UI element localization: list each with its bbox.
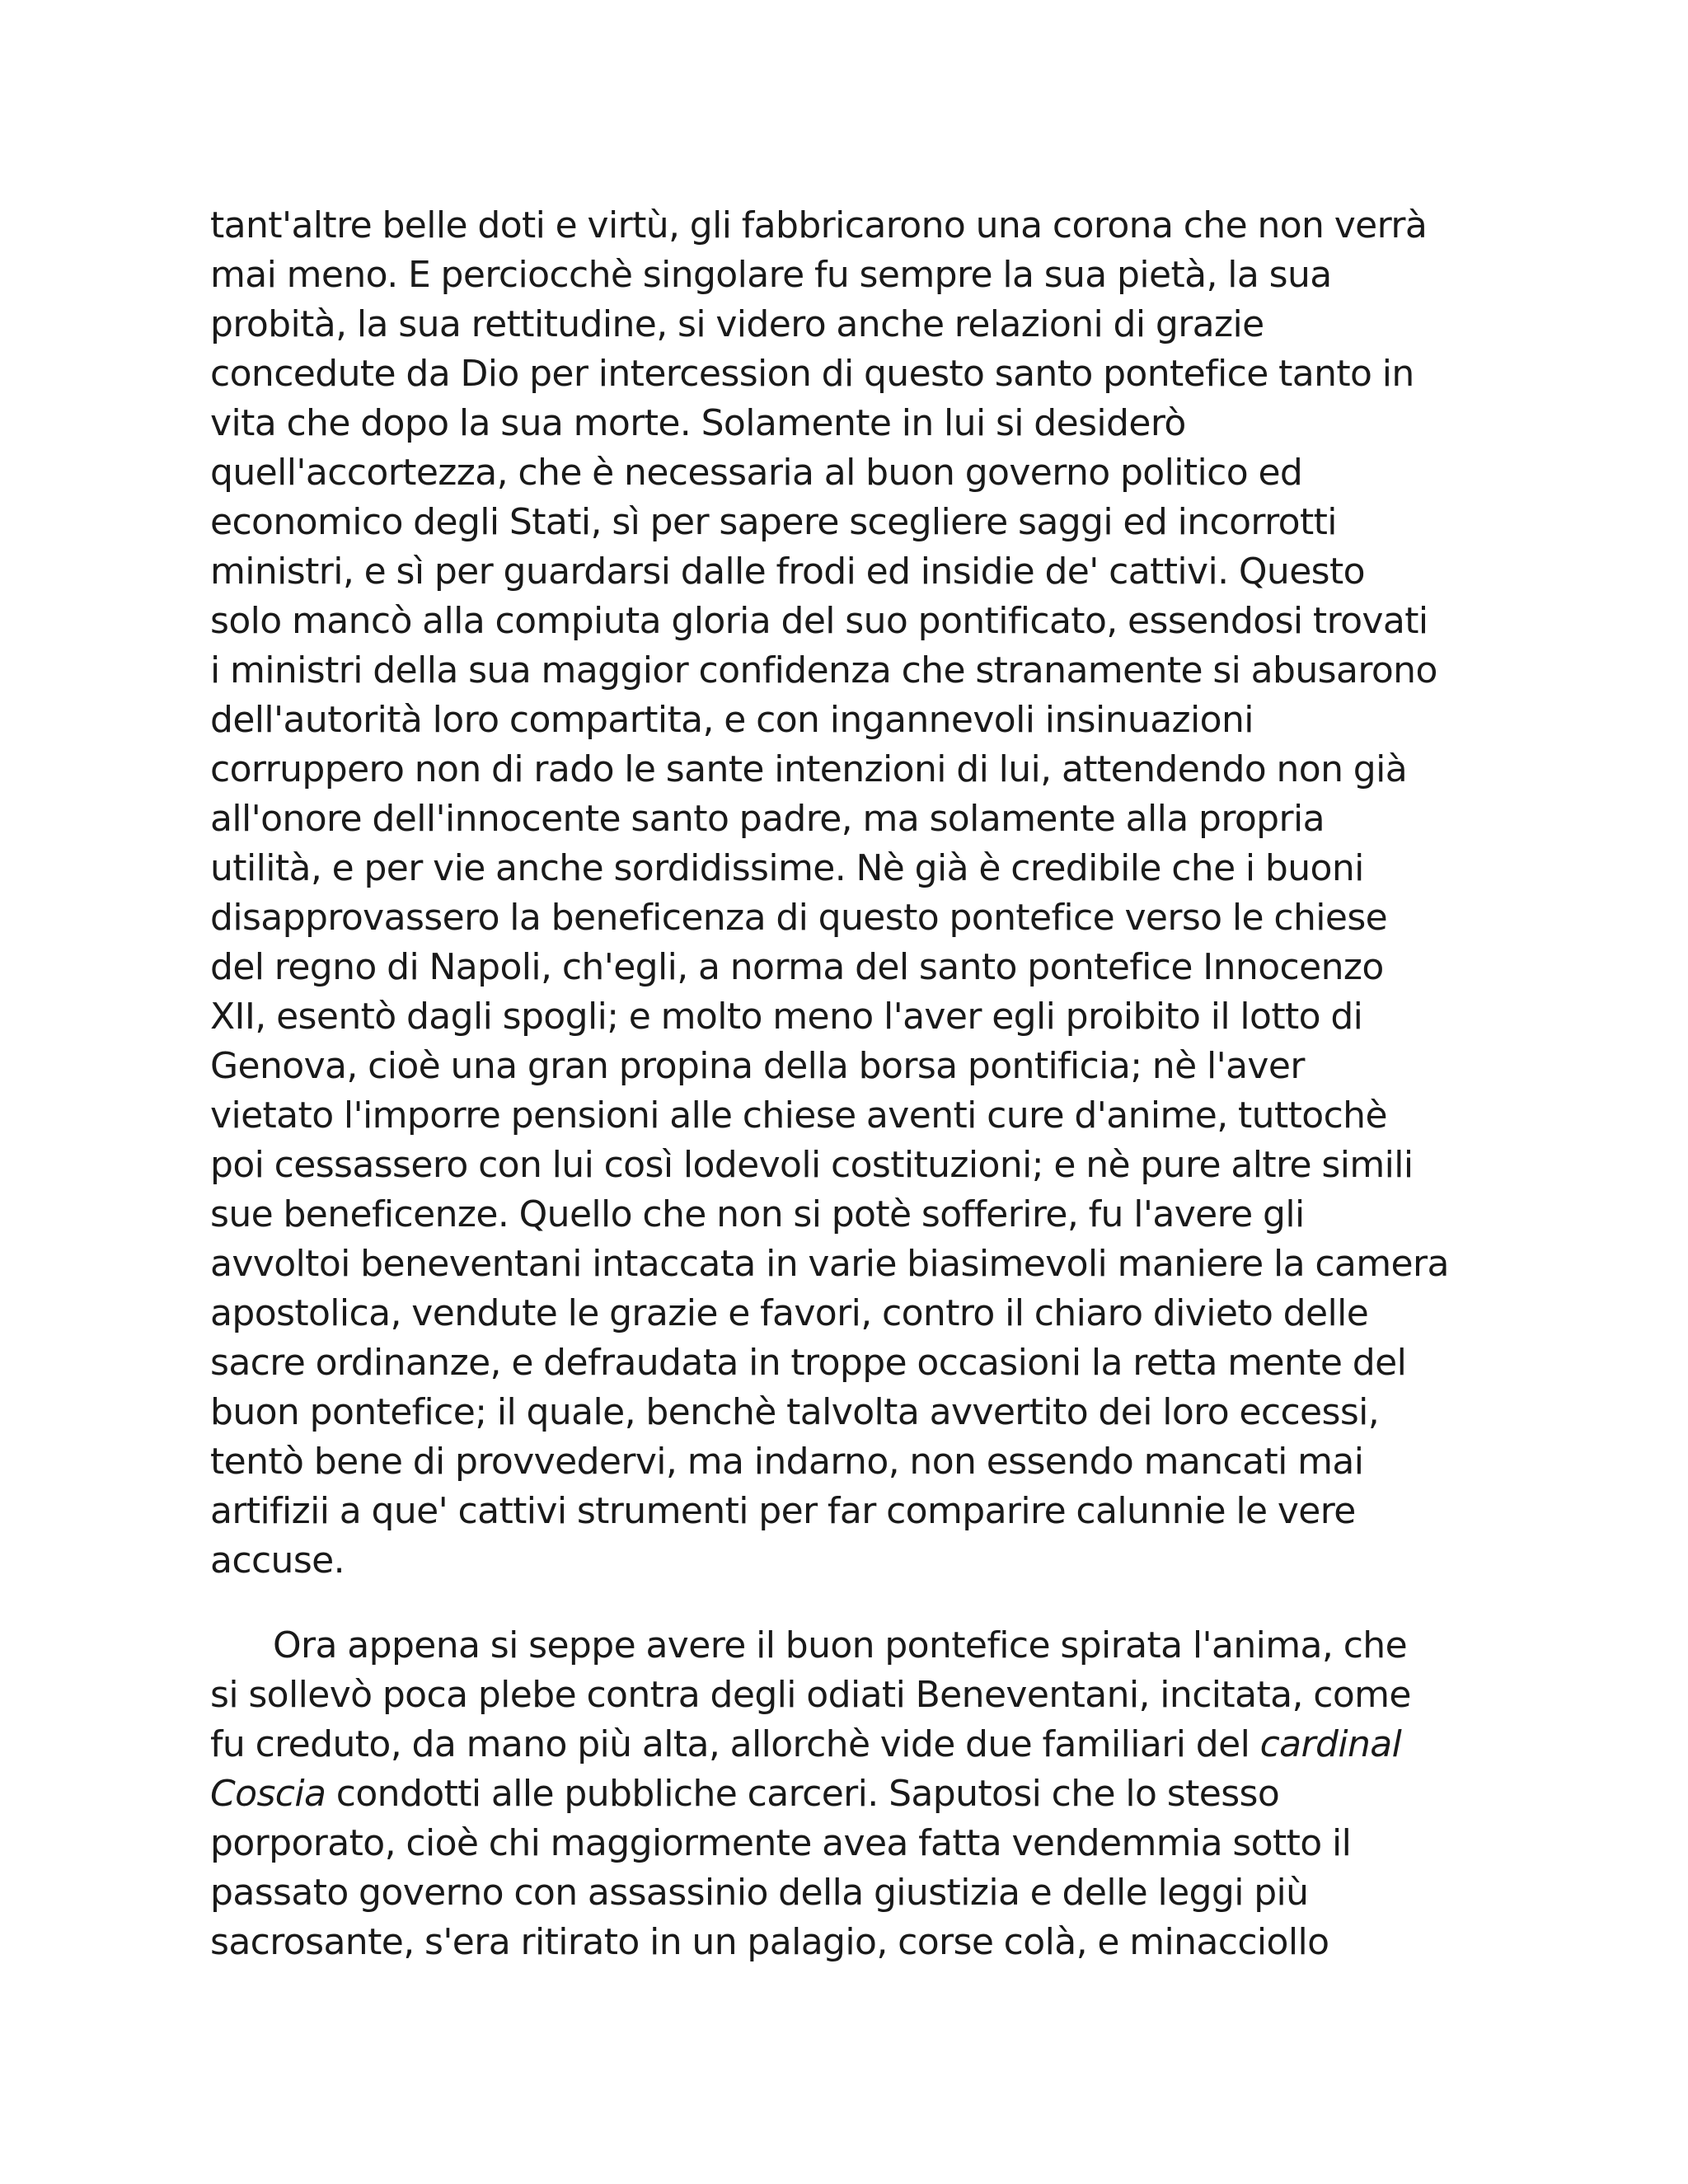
text-line: passato governo con assassinio della giustizia e delle leggi più (210, 1872, 1309, 1914)
text-line: buon pontefice; il quale, benchè talvolta avvertito dei loro eccessi, (210, 1391, 1380, 1433)
text-line: si sollevò poca plebe contra degli odiati Beneventani, incitata, come (210, 1674, 1411, 1716)
text-line: solo mancò alla compiuta gloria del suo pontificato, essendosi trovati (210, 600, 1428, 642)
text-line: dell'autorità loro compartita, e con ingannevoli insinuazioni (210, 699, 1254, 741)
text-line (210, 1769, 1496, 1819)
text-line: avvoltoi beneventani intaccata in varie biasimevoli maniere la camera (210, 1243, 1449, 1285)
text-line: i ministri della sua maggior confidenza che stranamente si abusarono (210, 649, 1437, 691)
paragraph-1 (210, 201, 1496, 1586)
text-line: XII, esentò dagli spogli; e molto meno l'aver egli proibito il lotto di (210, 996, 1363, 1038)
text-line: artifizii a que' cattivi strumenti per far comparire calunnie le vere (210, 1490, 1356, 1532)
text-line: apostolica, vendute le grazie e favori, contro il chiaro divieto delle (210, 1292, 1369, 1334)
text-line: utilità, e per vie anche sordidissime. Nè già è credibile che i buoni (210, 847, 1364, 889)
text-line: all'onore dell'innocente santo padre, ma solamente alla propria (210, 798, 1325, 840)
text-line: del regno di Napoli, ch'egli, a norma del santo pontefice Innocenzo (210, 946, 1384, 988)
text-line: mai meno. E perciocchè singolare fu sempre la sua pietà, la sua (210, 254, 1332, 296)
text-line: concedute da Dio per intercession di questo santo pontefice tanto in (210, 353, 1414, 395)
text-line: probità, la sua rettitudine, si videro anche relazioni di grazie (210, 303, 1264, 345)
text-line: tentò bene di provvedervi, ma indarno, non essendo mancati mai (210, 1441, 1364, 1483)
text-line: ministri, e sì per guardarsi dalle frodi ed insidie de' cattivi. Questo (210, 551, 1365, 593)
text-line: accuse. (210, 1540, 345, 1582)
paragraph-2 (210, 1621, 1496, 1967)
text-run: condotti alle pubbliche carceri. Saputosi che lo stesso (326, 1773, 1280, 1815)
paragraph-spacer (210, 1586, 1496, 1621)
text-run: fu creduto, da mano più alta, allorchè vide due familiari del (210, 1723, 1260, 1765)
text-line: vietato l'imporre pensioni alle chiese aventi cure d'anime, tuttochè (210, 1094, 1387, 1137)
text-line: Ora appena si seppe avere il buon pontefice spirata l'anima, che (273, 1624, 1408, 1666)
text-line: disapprovassero la beneficenza di questo pontefice verso le chiese (210, 897, 1388, 939)
text-line: sacrosante, s'era ritirato in un palagio, corse colà, e minacciollo (210, 1921, 1329, 1963)
text-line: sacre ordinanze, e defraudata in troppe occasioni la retta mente del (210, 1342, 1407, 1384)
text-line: sue beneficenze. Quello che non si potè sofferire, fu l'avere gli (210, 1193, 1305, 1235)
italic-name: Coscia (210, 1773, 326, 1815)
text-line: economico degli Stati, sì per sapere scegliere saggi ed incorrotti (210, 501, 1337, 543)
body-text (210, 201, 1496, 1967)
italic-name: cardinal (1259, 1723, 1402, 1765)
text-line: poi cessassero con lui così lodevoli costituzioni; e nè pure altre simili (210, 1144, 1414, 1186)
text-line: porporato, cioè chi maggiormente avea fatta vendemmia sotto il (210, 1822, 1352, 1864)
text-line: vita che dopo la sua morte. Solamente in lui si desiderò (210, 402, 1186, 444)
text-line: tant'altre belle doti e virtù, gli fabbricarono una corona che non verrà (210, 204, 1428, 246)
text-line: quell'accortezza, che è necessaria al buon governo politico ed (210, 452, 1303, 494)
text-line (210, 1720, 1496, 1769)
text-line: corruppero non di rado le sante intenzioni di lui, attendendo non già (210, 748, 1408, 790)
text-line: Genova, cioè una gran propina della borsa pontificia; nè l'aver (210, 1045, 1305, 1087)
